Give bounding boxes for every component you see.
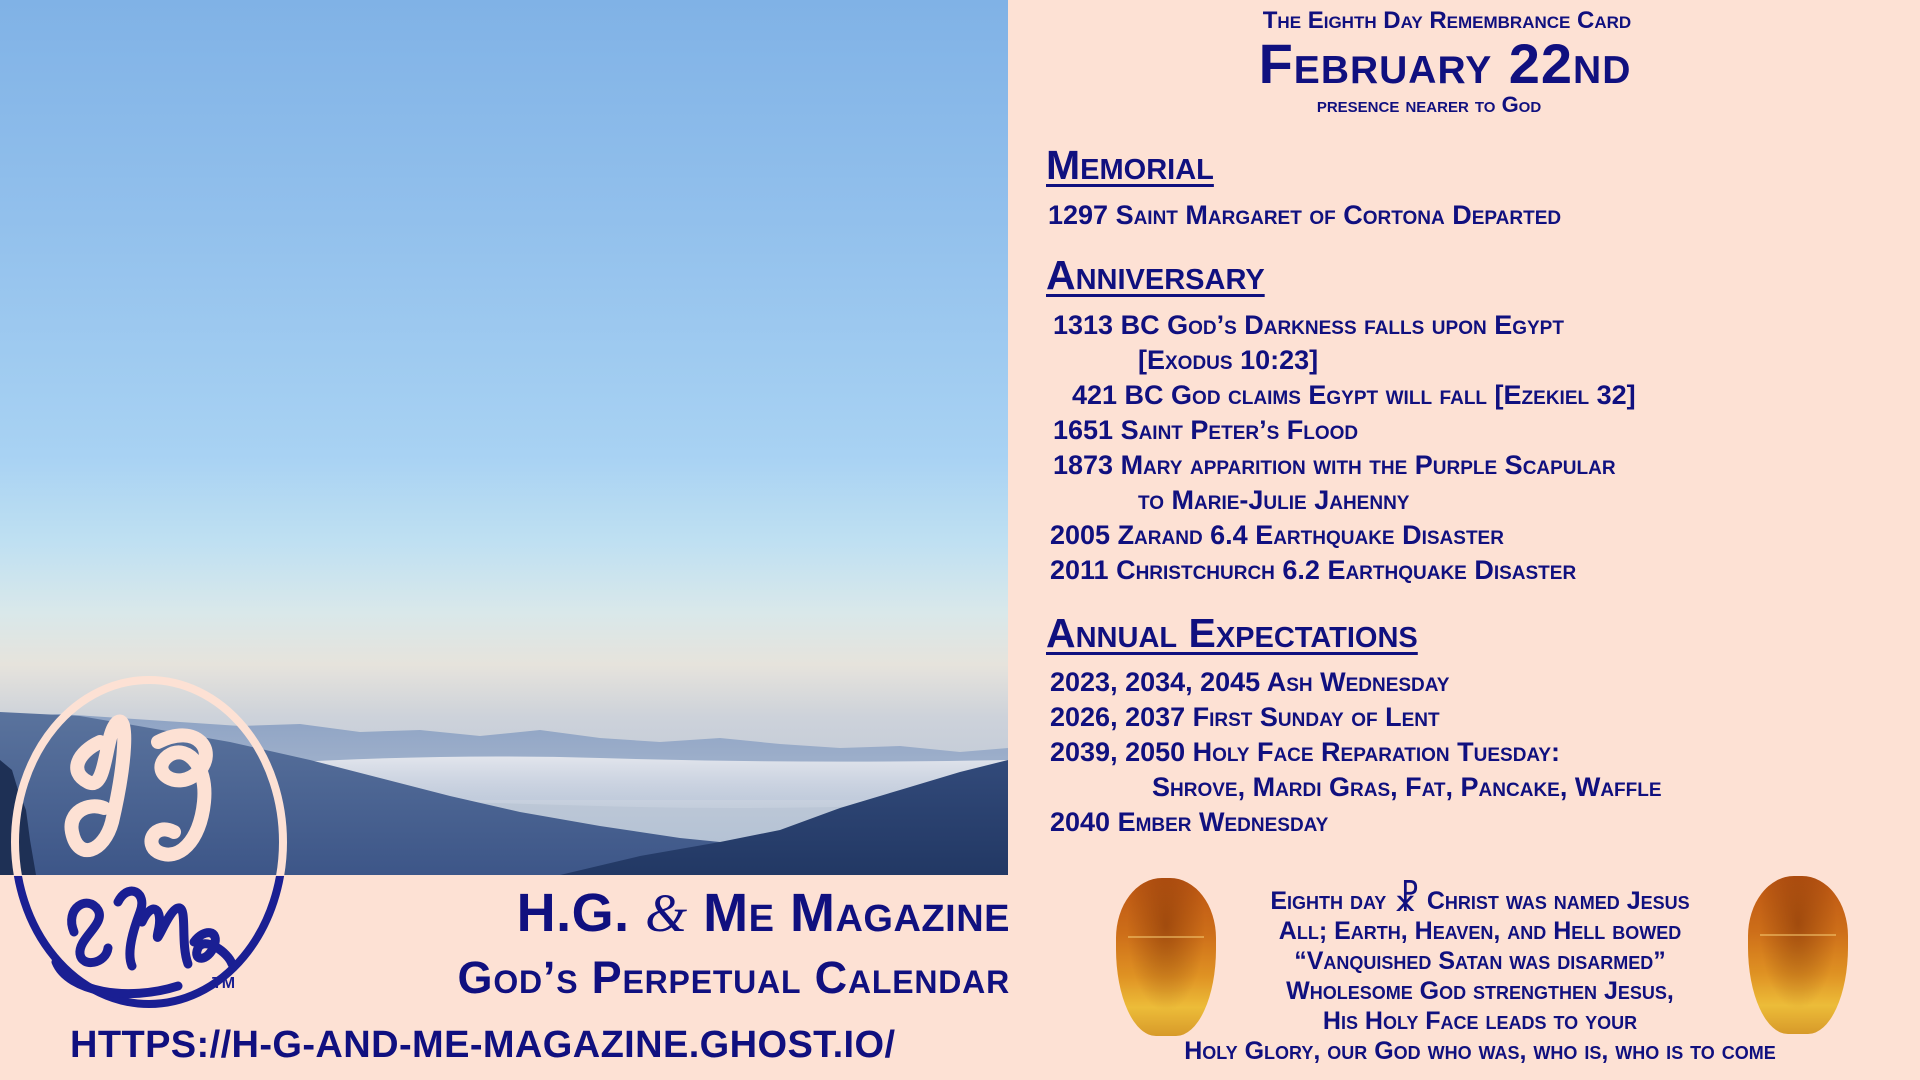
card-kicker: The Eighth Day Remembrance Card	[1262, 7, 1632, 34]
prayer-line-3: “Vanquished Satan was disarmed”	[1294, 947, 1666, 975]
magazine-url-link[interactable]: HTTPS://H-G-AND-ME-MAGAZINE.GHOST.IO/	[70, 1024, 896, 1066]
expectation-entry-continuation: Shrove, Mardi Gras, Fat, Pancake, Waffle	[1152, 772, 1662, 802]
anniversary-entry: 1313 BC God’s Darkness falls upon Egypt	[1053, 310, 1564, 340]
prayer-line-4: Wholesome God strengthen Jesus,	[1286, 977, 1674, 1005]
hg-and-me-logo	[8, 672, 290, 1012]
memorial-heading: Memorial	[1046, 142, 1214, 188]
annual-expectations-heading: Annual Expectations	[1046, 610, 1418, 656]
expectation-entry: 2026, 2037 First Sunday of Lent	[1050, 702, 1440, 732]
anniversary-entry-continuation: to Marie-Julie Jahenny	[1138, 485, 1410, 515]
eighth-day-prayer	[1100, 881, 1860, 1066]
anniversary-entry: 2005 Zarand 6.4 Earthquake Disaster	[1050, 520, 1504, 550]
prayer-line-2: All; Earth, Heaven, and Hell bowed	[1278, 917, 1682, 945]
magazine-title	[517, 882, 1010, 944]
magazine-title-name: Me Magazine	[703, 883, 1010, 943]
anniversary-entry-continuation: [Exodus 10:23]	[1138, 345, 1319, 375]
prayer-line-5: His Holy Face leads to your	[1322, 1007, 1638, 1035]
anniversary-entry: 421 BC God claims Egypt will fall [Ezekiel 32]	[1072, 380, 1636, 410]
card-date-title: February 22nd	[1258, 32, 1632, 95]
trademark-mark: TM	[212, 975, 236, 992]
memorial-entry: 1297 Saint Margaret of Cortona Departed	[1048, 200, 1562, 230]
card-tagline: presence nearer to God	[1316, 92, 1542, 117]
chi-rho-icon: ☧	[1393, 881, 1420, 919]
expectation-entry: 2040 Ember Wednesday	[1050, 807, 1329, 837]
prayer-line-1	[1100, 881, 1860, 919]
expectation-entry: 2039, 2050 Holy Face Reparation Tuesday:	[1050, 737, 1561, 767]
card-header	[1008, 6, 1920, 118]
magazine-title-initials: H.G.	[516, 883, 630, 943]
anniversary-entry: 1651 Saint Peter’s Flood	[1053, 415, 1359, 445]
prayer-line-1-start: Eighth day	[1270, 887, 1387, 915]
magazine-title-ampersand: &	[645, 883, 688, 943]
prayer-line-1-end: Christ was named Jesus	[1426, 887, 1690, 915]
anniversary-entry: 1873 Mary apparition with the Purple Scapular	[1053, 450, 1616, 480]
calendar-subtitle: God’s Perpetual Calendar	[457, 952, 1010, 1003]
anniversary-entry: 2011 Christchurch 6.2 Earthquake Disaster	[1050, 555, 1577, 585]
expectation-entry: 2023, 2034, 2045 Ash Wednesday	[1050, 667, 1450, 697]
anniversary-heading: Anniversary	[1046, 252, 1265, 298]
prayer-line-6: Holy Glory, our God who was, who is, who is to come	[1184, 1037, 1776, 1065]
